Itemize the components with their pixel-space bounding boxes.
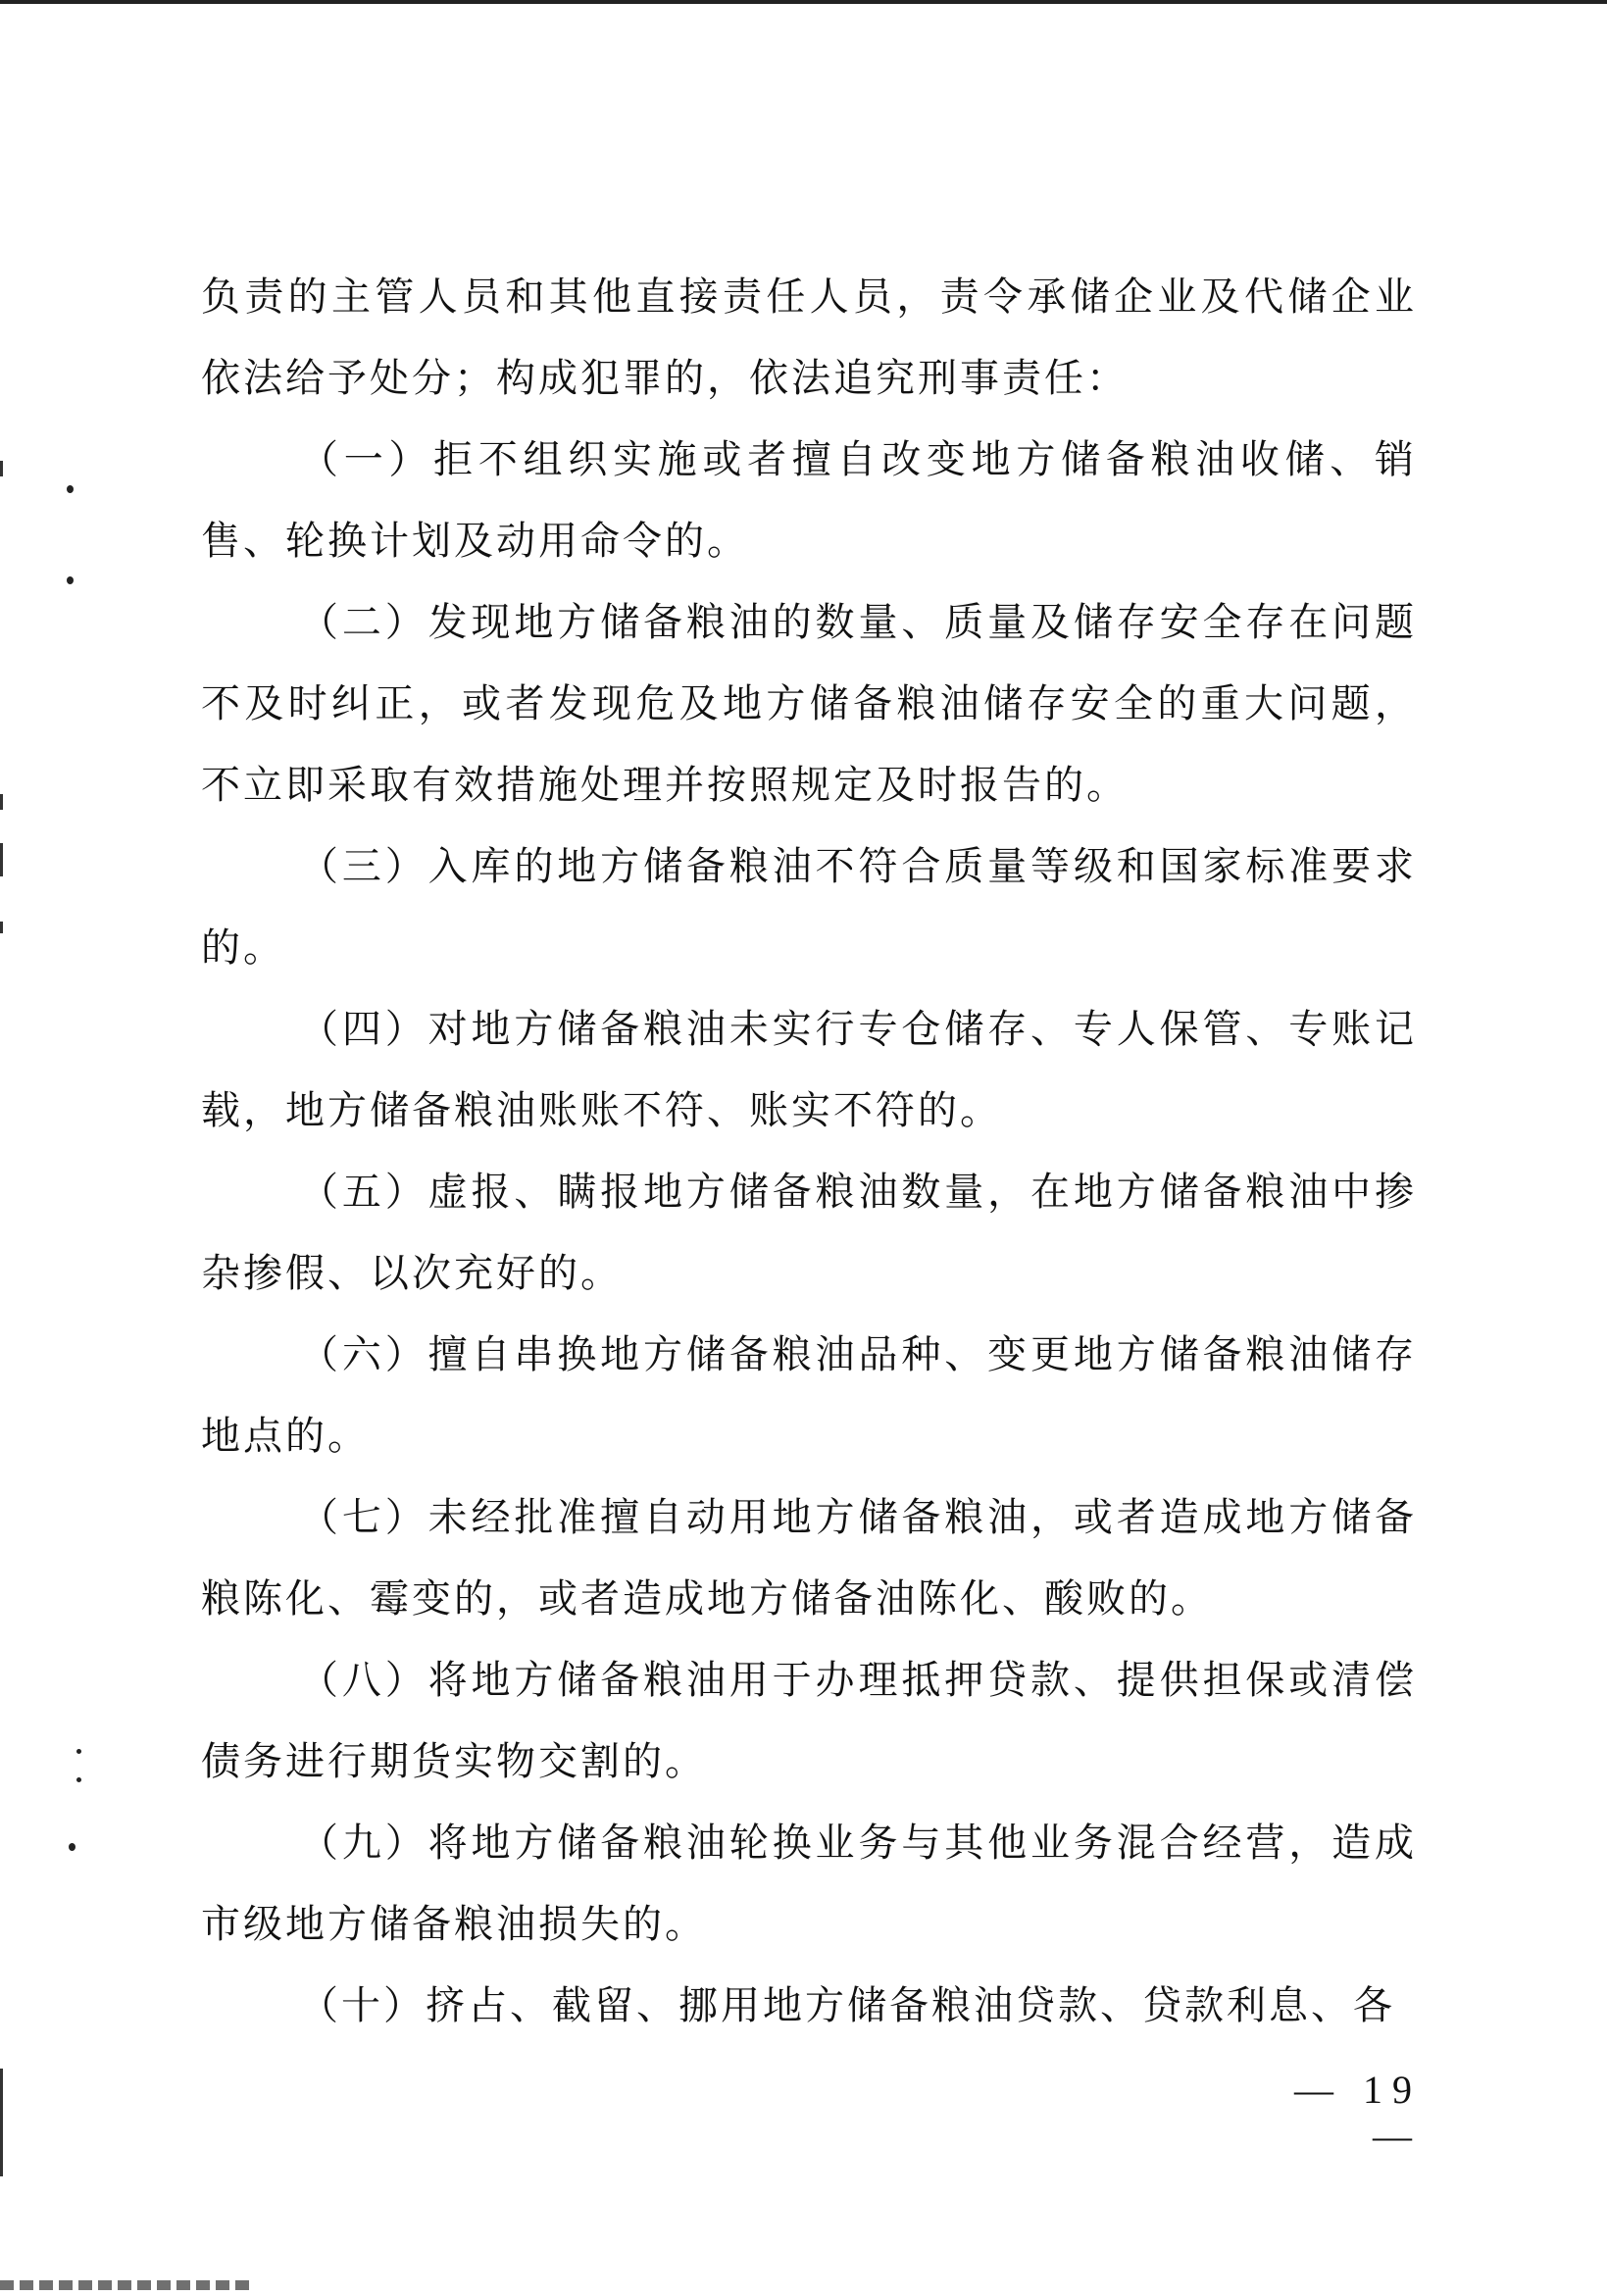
paragraph: 负责的主管人员和其他直接责任人员，责令承储企业及代储企业依法给予处分；构成犯罪的，依法追究刑事责任： xyxy=(201,275,1417,401)
paragraph: （五）虚报、瞒报地方储备粮油数量，在地方储备粮油中掺杂掺假、以次充好的。 xyxy=(201,1170,1417,1296)
scan-dot xyxy=(67,576,74,584)
paragraph: （八）将地方储备粮油用于办理抵押贷款、提供担保或清偿债务进行期货实物交割的。 xyxy=(201,1658,1417,1784)
scan-left-mark xyxy=(0,843,3,876)
page-number: — 19 — xyxy=(1294,2068,1422,2158)
paragraph: （一）拒不组织实施或者擅自改变地方储备粮油收储、销售、轮换计划及动用命令的。 xyxy=(201,437,1417,564)
document-body xyxy=(201,257,1417,2047)
scan-top-edge xyxy=(0,0,1607,4)
paragraph: （九）将地方储备粮油轮换业务与其他业务混合经营，造成市级地方储备粮油损失的。 xyxy=(201,1821,1417,1947)
scan-dot xyxy=(69,1843,75,1851)
paragraph: （二）发现地方储备粮油的数量、质量及储存安全存在问题不及时纠正，或者发现危及地方储备粮油储存安全的重大问题，不立即采取有效措施处理并按照规定及时报告的。 xyxy=(201,600,1417,808)
scan-dot xyxy=(67,485,74,493)
paragraph: （三）入库的地方储备粮油不符合质量等级和国家标准要求的。 xyxy=(201,844,1417,971)
paragraph: （七）未经批准擅自动用地方储备粮油，或者造成地方储备粮陈化、霉变的，或者造成地方储备油陈化、酸败的。 xyxy=(201,1495,1417,1622)
scan-left-mark xyxy=(0,461,3,476)
scan-left-mark xyxy=(0,922,3,933)
scan-dot xyxy=(76,1777,81,1782)
paragraph: （四）对地方储备粮油未实行专仓储存、专人保管、专账记载，地方储备粮油账账不符、账实不符的。 xyxy=(201,1007,1417,1133)
paragraph: （十）挤占、截留、挪用地方储备粮油贷款、贷款利息、各 xyxy=(299,1983,1395,2028)
paragraph: （六）擅自串换地方储备粮油品种、变更地方储备粮油储存地点的。 xyxy=(201,1332,1417,1459)
scan-bottom-edge xyxy=(0,2280,255,2290)
scan-left-mark xyxy=(0,2069,3,2176)
scan-left-mark xyxy=(0,794,3,810)
scan-dot xyxy=(76,1749,81,1754)
